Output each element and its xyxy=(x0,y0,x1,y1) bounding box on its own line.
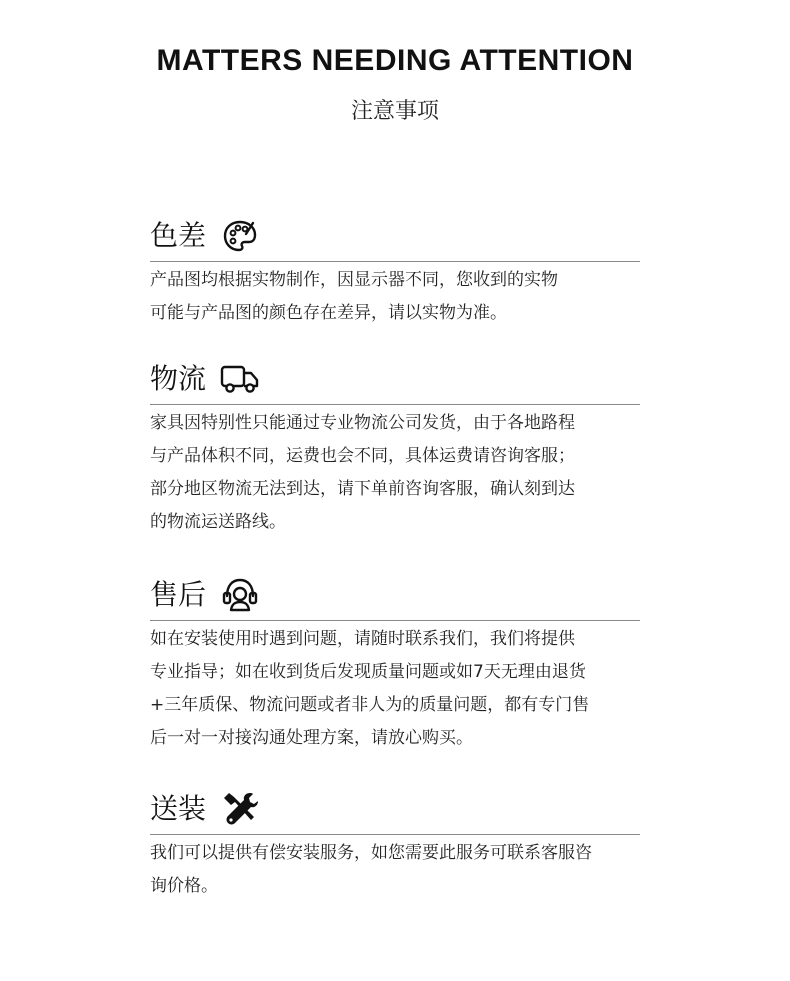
body-line: 可能与产品图的颜色存在差异，请以实物为准。 xyxy=(150,303,507,323)
body-line: 如在安装使用时遇到问题，请随时联系我们，我们将提供 xyxy=(150,629,575,649)
section-header xyxy=(150,356,640,402)
section-title: 售后 xyxy=(150,578,207,611)
section-body xyxy=(150,264,640,330)
section-header xyxy=(150,572,640,618)
headset-icon xyxy=(220,575,260,615)
section-title: 色差 xyxy=(150,219,207,252)
page-title-cn: 注意事项 xyxy=(350,99,439,124)
section-title: 送装 xyxy=(150,792,207,825)
section-logistics xyxy=(150,356,640,539)
section-title: 物流 xyxy=(150,362,207,395)
section-after-sales xyxy=(150,572,640,755)
body-line: 与产品体积不同，运费也会不同，具体运费请咨询客服； xyxy=(150,446,575,466)
section-divider xyxy=(150,834,640,835)
body-line: 产品图均根据实物制作，因显示器不同，您收到的实物 xyxy=(150,270,558,290)
body-line: 询价格。 xyxy=(150,876,218,896)
section-installation xyxy=(150,786,640,903)
section-divider xyxy=(150,620,640,621)
body-line: 后一对一对接沟通处理方案，请放心购买。 xyxy=(150,728,473,748)
body-line: +三年质保、物流问题或者非人为的质量问题，都有专门售 xyxy=(150,695,590,715)
page-title-en: MATTERS NEEDING ATTENTION xyxy=(156,44,634,77)
section-body xyxy=(150,407,640,539)
section-body xyxy=(150,623,640,755)
section-color-difference xyxy=(150,213,640,330)
palette-icon xyxy=(220,216,260,256)
body-line: 的物流运送路线。 xyxy=(150,512,286,532)
section-divider xyxy=(150,404,640,405)
truck-icon xyxy=(220,359,260,399)
section-divider xyxy=(150,261,640,262)
section-header xyxy=(150,213,640,259)
body-line: 家具因特别性只能通过专业物流公司发货，由于各地路程 xyxy=(150,413,575,433)
body-line: 部分地区物流无法到达，请下单前咨询客服，确认刻到达 xyxy=(150,479,575,499)
body-line: 专业指导；如在收到货后发现质量问题或如7天无理由退货 xyxy=(150,662,586,682)
body-line: 我们可以提供有偿安装服务，如您需要此服务可联系客服咨 xyxy=(150,843,592,863)
section-body xyxy=(150,837,640,903)
tools-icon xyxy=(220,789,260,829)
section-header xyxy=(150,786,640,832)
